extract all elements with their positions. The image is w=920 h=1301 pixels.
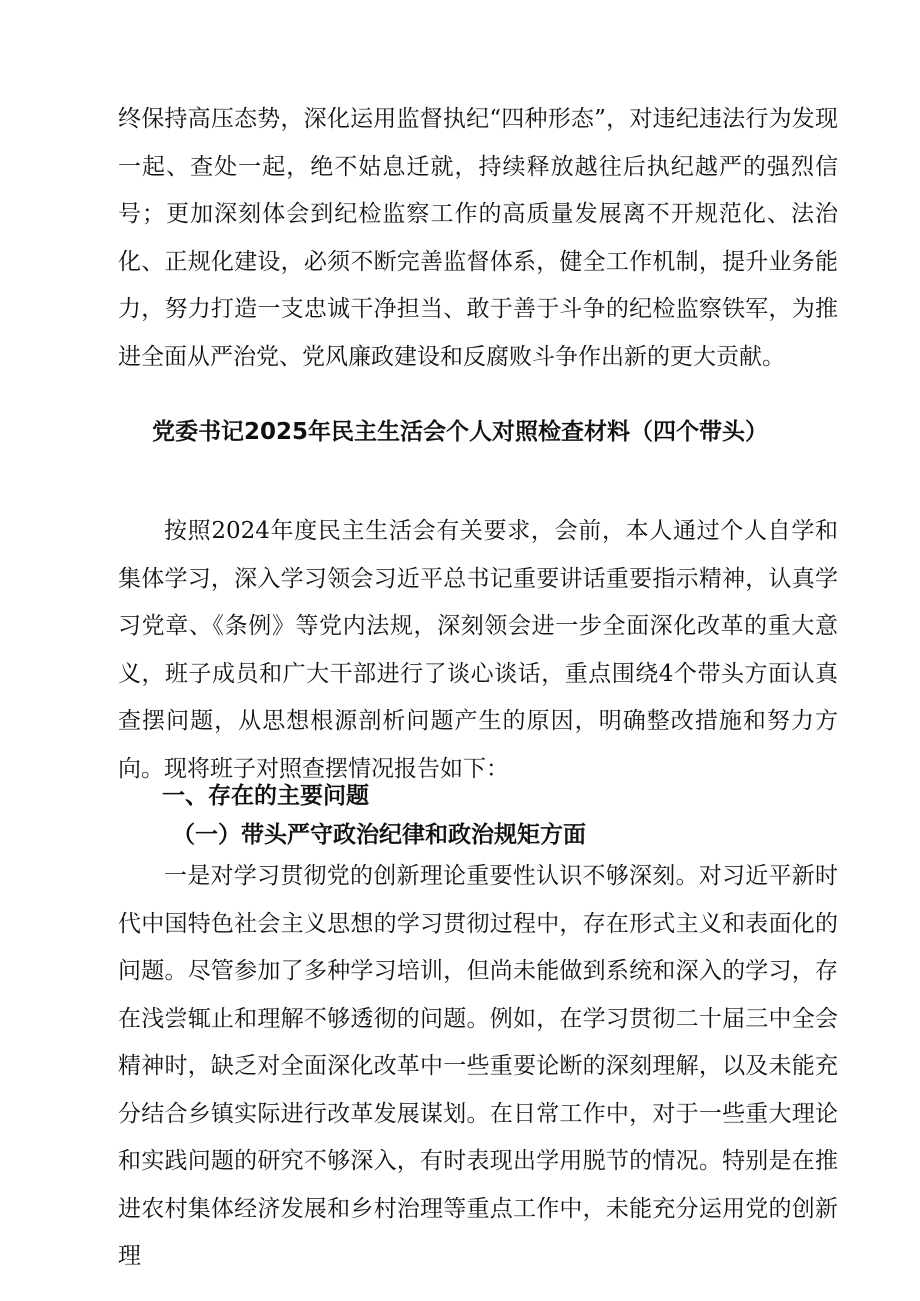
document-title: 党委书记2025年民主生活会个人对照检查材料（四个带头）	[151, 419, 768, 445]
section-heading: 一、存在的主要问题	[162, 783, 369, 809]
paragraph-body: 一是对学习贯彻党的创新理论重要性认识不够深刻。对习近平新时代中国特色社会主义思想的学习贯彻过程中，存在形式主义和表面化的问题。尽管参加了多种学习培训，但尚未能做到系统和深入的学习，存在浅尝辄止和理解不够透彻的问题。例如，在学习贯彻二十届三中全会精神时，缺乏对全面深化改革中一些重要论断的深刻理解，以及未能充分结合乡镇实际进行改革发展谋划。在日常工作中，对于一些重大理论和实践问题的研究不够深入，有时表现出学用脱节的情况。特别是在推进农村集体经济发展和乡村治理等重点工作中，未能充分运用党的创新理	[118, 863, 838, 1269]
subsection-heading: （一）带头严守政治纪律和政治规矩方面	[172, 821, 586, 848]
paragraph-intro: 按照2024年度民主生活会有关要求，会前，本人通过个人自学和集体学习，深入学习领会习近平总书记重要讲话重要指示精神，认真学习党章、《条例》等党内法规，深刻领会进一步全面深化改革的重大意义，班子成员和广大干部进行了谈心谈话，重点围绕4个带头方面认真查摆问题，从思想根源剖析问题产生的原因，明确整改措施和努力方向。现将班子对照查摆情况报告如下：	[118, 518, 838, 782]
paragraph-top: 终保持高压态势，深化运用监督执纪“四种形态”，对违纪违法行为发现一起、查处一起，绝不姑息迁就，持续释放越往后执纪越严的强烈信号；更加深刻体会到纪检监察工作的高质量发展离不开规范化、法治化、正规化建设，必须不断完善监督体系，健全工作机制，提升业务能力，努力打造一支忠诚干净担当、敢于善于斗争的纪检监察铁军，为推进全面从严治党、党风廉政建设和反腐败斗争作出新的更大贡献。	[118, 106, 838, 370]
